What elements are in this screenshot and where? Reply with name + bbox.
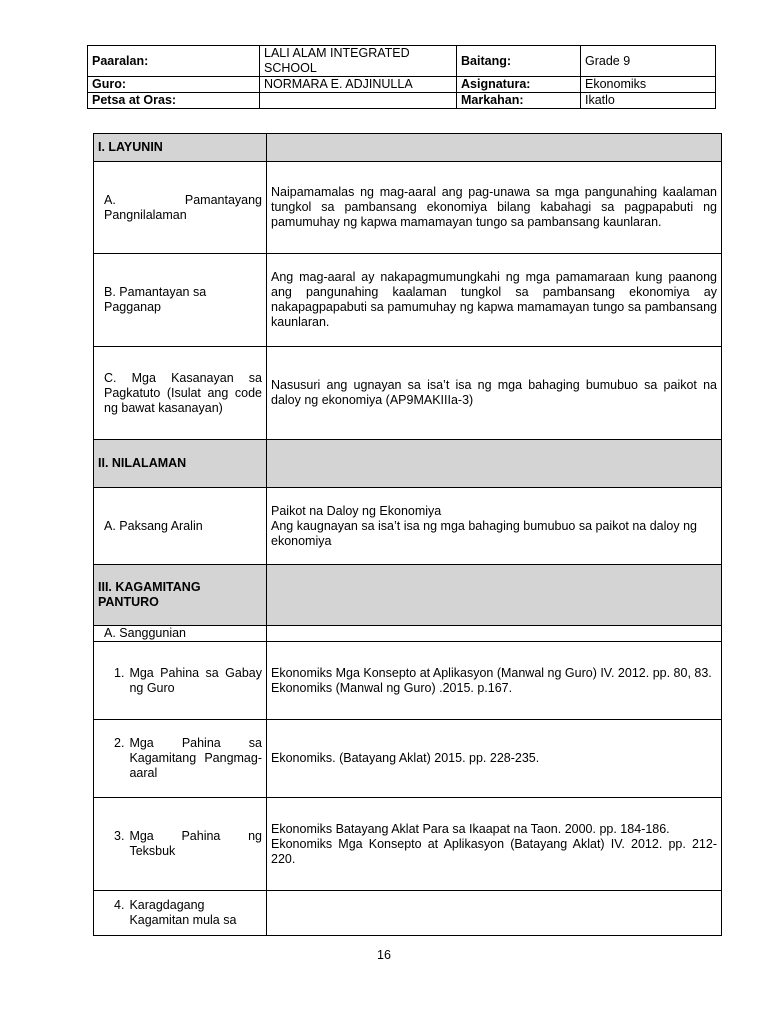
nilalaman-a-line2: Ang kaugnayan sa isa’t isa ng mga bahaging bumubuo sa paikot na daloy ng ekonomiya (271, 518, 697, 548)
sanggunian-item-1-value (267, 642, 722, 720)
nilalaman-a-value (267, 488, 722, 565)
layunin-c-value: Nasusuri ang ugnayan sa isa’t isa ng mga bahaging bumubuo sa paikot na daloy ng ekonomiya (AP9MAKIIIa-3) (267, 347, 722, 440)
quarter-value: Ikatlo (581, 93, 716, 109)
sanggunian-item-1-row (94, 642, 722, 720)
layunin-a-label: A. Pamantayang Pangnilalaman (94, 162, 267, 254)
sanggunian-item-4-label: Karagdagang Kagamitan mula sa (129, 898, 237, 927)
header-row-school (88, 46, 716, 77)
sanggunian-item-3-line2: Ekonomiks Mga Konsepto at Aplikasyon (Batayang Aklat) IV. 2012. pp. 212- 220. (271, 836, 717, 866)
section-nilalaman-blank (267, 440, 722, 488)
sanggunian-item-1-label-cell (94, 642, 267, 720)
sanggunian-item-2-label: Mga Pahina sa Kagamitang Pangmag-aaral (129, 736, 262, 780)
sanggunian-item-3-value (267, 798, 722, 891)
sanggunian-label: A. Sanggunian (94, 626, 267, 642)
subject-label: Asignatura: (457, 77, 581, 93)
sanggunian-item-2-number: 2. (114, 736, 125, 750)
school-label: Paaralan: (88, 46, 260, 77)
date-label: Petsa at Oras: (88, 93, 260, 109)
sanggunian-item-4-number: 4. (114, 898, 125, 912)
sanggunian-item-2-line1: Ekonomiks. (Batayang Aklat) 2015. pp. 228-235. (271, 751, 540, 765)
layunin-a-value: Naipamamalas ng mag-aaral ang pag-unawa sa mga pangunahing kaalaman tungkol sa pambansang ekonomiya bilang kabahagi sa pagpapabuti ng pamumuhay ng kapwa mamamayan tungo sa pambansang kaunlaran. (267, 162, 722, 254)
page-number: 16 (377, 948, 391, 962)
quarter-label: Markahan: (457, 93, 581, 109)
section-layunin-title: I. LAYUNIN (94, 134, 267, 162)
sanggunian-item-2-row (94, 720, 722, 798)
teacher-value: NORMARA E. ADJINULLA (260, 77, 457, 93)
section-kagamitan-title: III. KAGAMITANG PANTURO (94, 565, 267, 626)
nilalaman-a-label: A. Paksang Aralin (94, 488, 267, 565)
sanggunian-item-1-line2: Ekonomiks (Manwal ng Guro) .2015. p.167. (271, 680, 513, 695)
sanggunian-item-3-row (94, 798, 722, 891)
lesson-plan-table (93, 133, 722, 936)
sanggunian-item-4-value (267, 891, 722, 936)
sanggunian-row (94, 626, 722, 642)
teacher-label: Guro: (88, 77, 260, 93)
sanggunian-item-3-line1: Ekonomiks Batayang Aklat Para sa Ikaapat na Taon. 2000. pp. 184-186. (271, 821, 670, 836)
sanggunian-item-1-number: 1. (114, 665, 125, 680)
section-kagamitan-row (94, 565, 722, 626)
layunin-c-row (94, 347, 722, 440)
header-row-teacher (88, 77, 716, 93)
section-layunin-blank (267, 134, 722, 162)
section-layunin-row (94, 134, 722, 162)
sanggunian-blank (267, 626, 722, 642)
sanggunian-item-2-label-cell (94, 720, 267, 798)
section-nilalaman-row (94, 440, 722, 488)
layunin-b-row (94, 254, 722, 347)
sanggunian-item-1-line1: Ekonomiks Mga Konsepto at Aplikasyon (Manwal ng Guro) IV. 2012. pp. 80, 83. (271, 665, 712, 680)
sanggunian-item-3-label: Mga Pahina ng Teksbuk (129, 829, 262, 858)
nilalaman-a-row (94, 488, 722, 565)
layunin-b-value: Ang mag-aaral ay nakapagmumungkahi ng mga pamamaraan kung paanong ang pangunahing kaalaman tungkol sa pambansang ekonomiya ay nakapagpapabuti sa pamumuhay ng kapwa mamamayan tungo sa pambansang kaunlaran. (267, 254, 722, 347)
sanggunian-item-3-label-cell (94, 798, 267, 891)
sanggunian-item-4-row (94, 891, 722, 936)
section-nilalaman-title: II. NILALAMAN (94, 440, 267, 488)
grade-label: Baitang: (457, 46, 581, 77)
sanggunian-item-3-number: 3. (114, 829, 125, 843)
nilalaman-a-line1: Paikot na Daloy ng Ekonomiya (271, 503, 442, 518)
layunin-c-label: C. Mga Kasanayan sa Pagkatuto (Isulat ang code ng bawat kasanayan) (94, 347, 267, 440)
grade-value: Grade 9 (581, 46, 716, 77)
date-value (260, 93, 457, 109)
school-value: LALI ALAM INTEGRATED SCHOOL (260, 46, 457, 77)
layunin-a-row (94, 162, 722, 254)
layunin-b-label: B. Pamantayan sa Pagganap (94, 254, 267, 347)
sanggunian-item-1-label: Mga Pahina sa Gabay ng Guro (129, 665, 262, 695)
header-info-table (87, 45, 716, 109)
sanggunian-item-4-label-cell (94, 891, 267, 936)
sanggunian-item-2-value (267, 720, 722, 798)
subject-value: Ekonomiks (581, 77, 716, 93)
section-kagamitan-blank (267, 565, 722, 626)
header-row-date (88, 93, 716, 109)
